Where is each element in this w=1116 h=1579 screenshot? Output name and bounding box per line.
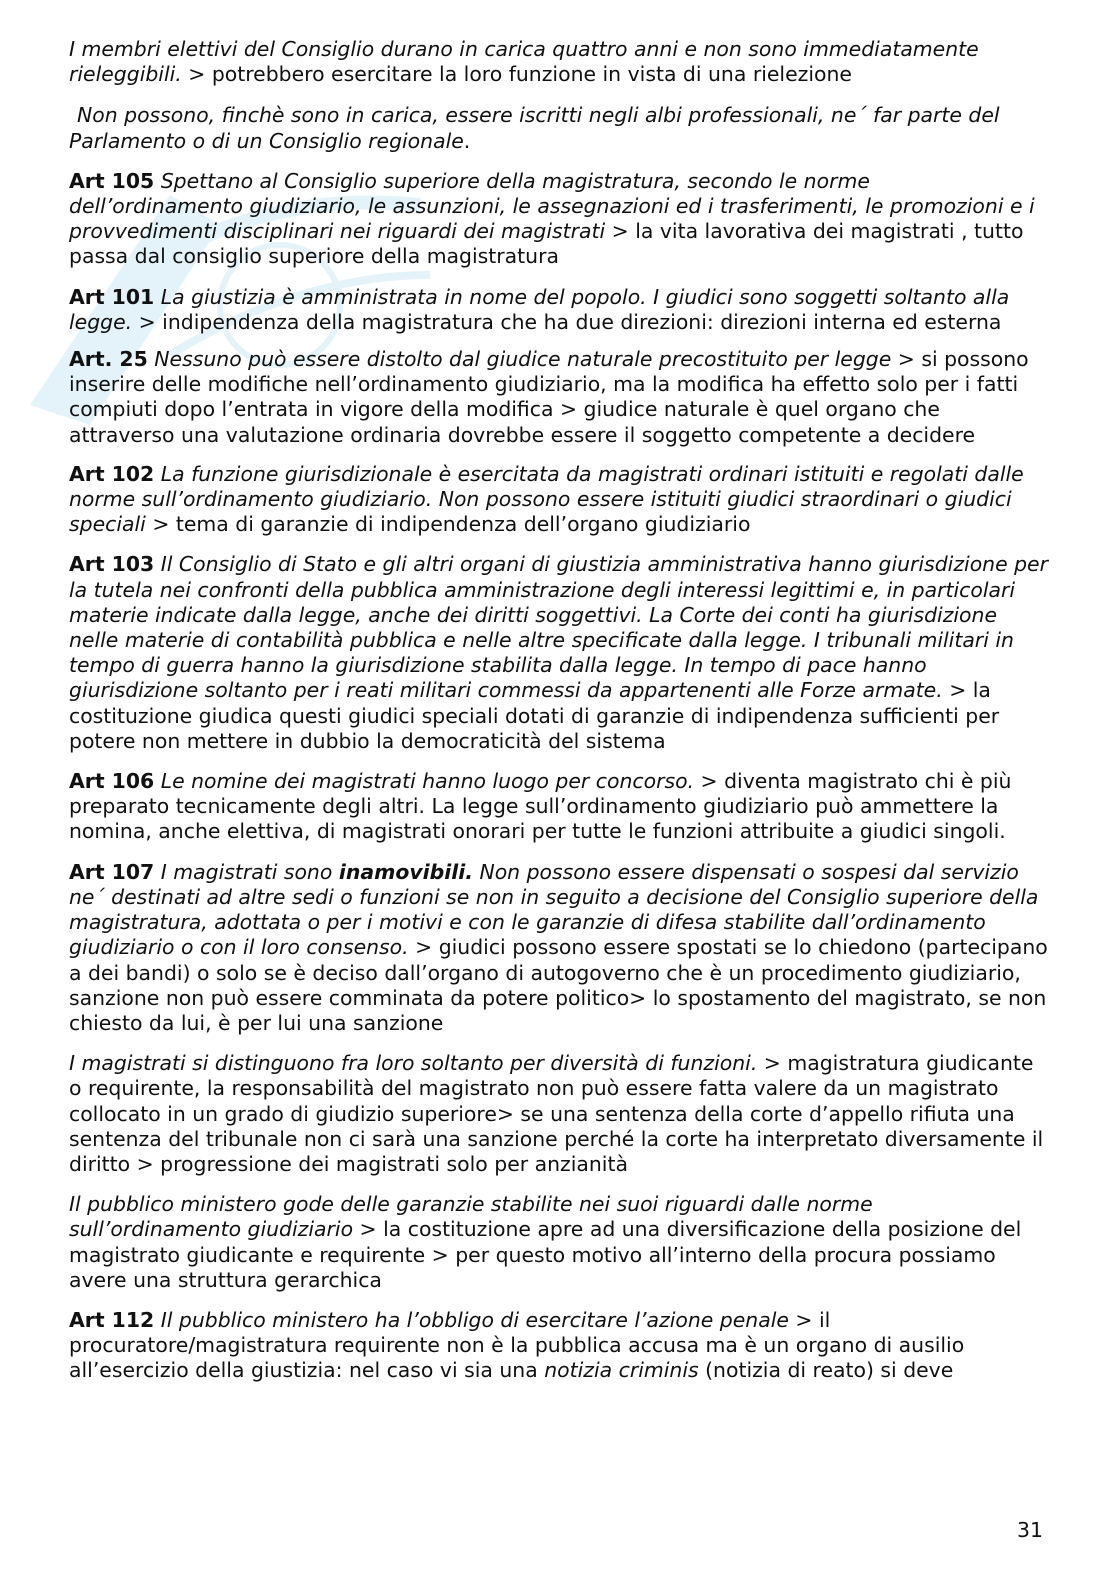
paragraph-magistrati-distinguono xyxy=(69,1051,1049,1177)
constitution-quote-continued: Non possono essere dispensati o sospesi dal servizio ne´ destinati ad altre sedi o funzioni se non in seguito a decisione del Consiglio superiore della magistratura, adottata o per i motivi e con le garanzie di difesa stabilite dall’ordinamento giudiziario o con il loro consenso. xyxy=(69,859,1039,960)
article-label: Art 102 xyxy=(69,461,155,486)
emphasis-inamovibili: inamovibili. xyxy=(338,859,473,884)
constitution-quote: I magistrati sono xyxy=(160,859,333,884)
constitution-quote: Spettano al Consiglio superiore della magistratura, secondo le norme dell’ordinamento giudiziario, le assunzioni, le assegnazioni ed i trasferimenti, le promozioni e i provvedimenti disciplinari nei riguardi dei magistrati xyxy=(69,168,1035,244)
paragraph-membri-elettivi xyxy=(69,37,1049,87)
constitution-quote: Il Consiglio di Stato e gli altri organi di giustizia amministrativa hanno giurisdizione per la tutela nei confronti della pubblica amministrazione degli interessi legittimi e, in particolari materie indicate dalla legge, anche dei diritti soggettivi. La Corte dei conti ha giurisdizione nelle materie di contabilità pubblica e nelle altre specificate dalla legge. I tribunali militari in tempo di guerra hanno la giurisdizione stabilita dalla legge. In tempo di pace hanno giurisdizione soltanto per i reati militari commessi da appartenenti alle Forze armate. xyxy=(69,552,1048,703)
paragraph-art-105 xyxy=(69,169,1049,270)
article-label: Art 106 xyxy=(69,769,155,794)
paragraph-art-101 xyxy=(69,285,1049,335)
article-label: Art 103 xyxy=(69,552,155,577)
commentary: > la costituzione giudica questi giudici speciali dotati di garanzie di indipendenza sufficienti per potere non mettere in dubbio la democraticità del sistema xyxy=(69,678,1000,753)
constitution-quote: Le nomine dei magistrati hanno luogo per concorso. xyxy=(160,769,695,794)
paragraph-art-102 xyxy=(69,462,1049,538)
commentary: > giudici possono essere spostati se lo chiedono (partecipano a dei bandi) o solo se è deciso dall’organo di autogoverno che è un procedimento giudiziario, sanzione non può essere comminata da potere politico> lo spostamento del magistrato, se non chiesto da lui, è per lui una sanzione xyxy=(69,935,1048,1035)
constitution-quote: Non possono, finchè sono in carica, essere iscritti negli albi professionali, ne´ far parte del Parlamento o di un Consiglio regionale xyxy=(69,103,1000,153)
constitution-quote: La funzione giurisdizionale è esercitata da magistrati ordinari istituiti e regolati dalle norme sull’ordinamento giudiziario. Non possono essere istituiti giudici straordinari o giudici speciali xyxy=(69,461,1024,537)
paragraph-art-106 xyxy=(69,769,1049,845)
paragraph-art-25 xyxy=(69,347,1049,448)
article-label: Art 105 xyxy=(69,168,155,193)
commentary: > potrebbero esercitare la loro funzione in vista di una rielezione xyxy=(188,62,852,87)
document-body xyxy=(69,37,1049,1399)
commentary-continued: (notizia di reato) si deve xyxy=(705,1358,954,1383)
commentary: > la costituzione apre ad una diversificazione della posizione del magistrato giudicante e requirente > per questo motivo all’interno della procura possiamo avere una struttura gerarchica xyxy=(69,1217,1022,1292)
commentary: > tema di garanzie di indipendenza dell’organo giudiziario xyxy=(152,512,751,537)
article-label: Art. 25 xyxy=(69,347,148,372)
article-label: Art 101 xyxy=(69,284,155,309)
article-label: Art 107 xyxy=(69,859,155,884)
constitution-quote: La giustizia è amministrata in nome del popolo. I giudici sono soggetti soltanto alla legge. xyxy=(69,284,1010,334)
constitution-quote: I magistrati si distinguono fra loro soltanto per diversità di funzioni. xyxy=(69,1051,758,1076)
page-number: 31 xyxy=(1017,1518,1043,1542)
constitution-quote: I membri elettivi del Consiglio durano in carica quattro anni e non sono immediatamente rieleggibili. xyxy=(69,37,979,87)
article-label: Art 112 xyxy=(69,1307,155,1332)
paragraph-non-possono xyxy=(69,103,1049,153)
commentary: > il procuratore/magistratura requirente non è la pubblica accusa ma è un organo di ausilio all’esercizio della giustizia: nel caso vi sia una xyxy=(69,1307,965,1383)
commentary: . xyxy=(463,128,471,153)
commentary: > magistratura giudicante o requirente, la responsabilità del magistrato non può essere fatta valere da un magistrato collocato in un grado di giudizio superiore> se una sentenza della corte d’appello rifiuta una sentenza del tribunale non ci sarà una sanzione perché la corte ha interpretato diversamente il diritto > progressione dei magistrati solo per anzianità xyxy=(69,1051,1044,1176)
commentary: > diventa magistrato chi è più preparato tecnicamente degli altri. La legge sull’ordinamento giudiziario può ammettere la nomina, anche elettiva, di magistrati onorari per tutte le funzioni attribuite a giudici singoli. xyxy=(69,769,1012,844)
paragraph-pubblico-ministero xyxy=(69,1192,1049,1293)
paragraph-art-112 xyxy=(69,1308,1049,1384)
commentary: > la vita lavorativa dei magistrati , tutto passa dal consiglio superiore della magistratura xyxy=(69,219,1024,269)
commentary: > si possono inserire delle modifiche nell’ordinamento giudiziario, ma la modifica ha effetto solo per i fatti compiuti dopo l’entrata in vigore della modifica > giudice naturale è quel organo che attraverso una valutazione ordinaria dovrebbe essere il soggetto competente a decidere xyxy=(69,347,1029,447)
paragraph-art-107 xyxy=(69,860,1049,1036)
constitution-quote: Nessuno può essere distolto dal giudice naturale precostituito per legge xyxy=(154,347,892,372)
paragraph-art-103 xyxy=(69,552,1049,754)
constitution-quote: Il pubblico ministero gode delle garanzie stabilite nei suoi riguardi dalle norme sull’ordinamento giudiziario xyxy=(69,1192,873,1242)
constitution-quote: Il pubblico ministero ha l’obbligo di esercitare l’azione penale xyxy=(160,1307,789,1332)
commentary: > indipendenza della magistratura che ha due direzioni: direzioni interna ed esterna xyxy=(138,309,1002,334)
latin-term: notizia criminis xyxy=(544,1358,699,1383)
